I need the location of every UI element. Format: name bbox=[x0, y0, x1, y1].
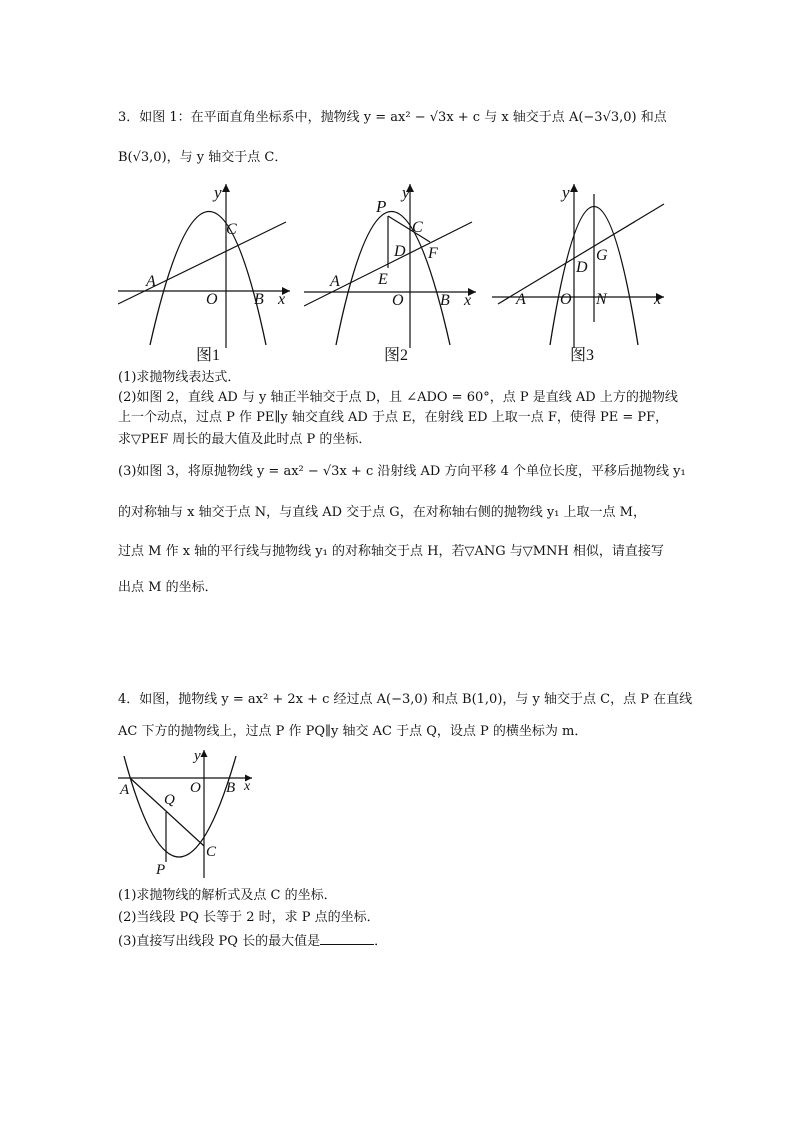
problem4-q3-end: ． bbox=[374, 934, 388, 949]
fig1-label-B: B bbox=[254, 291, 264, 308]
fig2-label-O: O bbox=[392, 292, 404, 309]
problem3-q3-line4: 出点 M 的坐标． bbox=[118, 580, 218, 595]
problem4-q3 bbox=[118, 932, 387, 950]
fig2-label-C: C bbox=[412, 219, 423, 236]
problem3-q2-line2: 上一个动点，过点 P 作 PE∥y 轴交直线 AD 于点 E，在射线 ED 上取一点 F，使得 PE = PF， bbox=[118, 410, 669, 425]
fig3-label-N: N bbox=[596, 291, 607, 308]
p4-label-O: O bbox=[190, 780, 201, 796]
problem4-statement-line1: 4．如图，抛物线 y = ax² + 2x + c 经过点 A(−3,0) 和点 B(1,0)，与 y 轴交于点 C，点 P 在直线 bbox=[118, 692, 693, 707]
figure-3-caption: 图3 bbox=[570, 347, 595, 364]
problem3-q2-line3: 求▽PEF 周长的最大值及此时点 P 的坐标． bbox=[118, 432, 372, 447]
fig2-label-D: D bbox=[394, 243, 406, 260]
fig1-label-O: O bbox=[206, 291, 218, 308]
p4-label-y: y bbox=[194, 748, 201, 764]
figure-2-caption: 图2 bbox=[384, 347, 409, 364]
fig3-label-x: x bbox=[654, 291, 662, 308]
fig3-label-D: D bbox=[576, 259, 588, 276]
p4-label-x: x bbox=[244, 779, 251, 794]
fig3-label-y: y bbox=[562, 183, 570, 202]
p4-label-B: B bbox=[226, 780, 236, 796]
fig3-label-A: A bbox=[516, 291, 526, 308]
p4-label-C: C bbox=[206, 844, 217, 860]
problem3-statement-line1: 3．如图 1：在平面直角坐标系中，抛物线 y = ax² − √3x + c 与 x 轴交于点 A(−3√3,0) 和点 bbox=[118, 110, 667, 125]
fig2-label-A: A bbox=[330, 273, 340, 290]
figure-3 bbox=[492, 180, 668, 350]
figure-1-caption: 图1 bbox=[196, 347, 221, 364]
fig1-label-A: A bbox=[146, 273, 156, 290]
problem4-q3-text: (3)直接写出线段 PQ 长的最大值是 bbox=[118, 934, 321, 949]
figure-2 bbox=[304, 180, 480, 350]
fig3-label-O: O bbox=[560, 291, 572, 308]
p4-label-Q: Q bbox=[164, 792, 175, 808]
fig2-label-F: F bbox=[428, 245, 438, 262]
problem3-q3-line2: 的对称轴与 x 轴交于点 N，与直线 AD 交于点 G，在对称轴右侧的抛物线 y₁ 上取一点 M， bbox=[118, 505, 646, 520]
fig1-label-x: x bbox=[278, 291, 286, 308]
problem4-statement-line2: AC 下方的抛物线上，过点 P 作 PQ∥y 轴交 AC 于点 Q，设点 P 的横坐标为 m． bbox=[118, 724, 588, 739]
fig2-label-B: B bbox=[440, 292, 450, 309]
fig3-label-G: G bbox=[596, 247, 608, 264]
p4-label-P: P bbox=[156, 862, 166, 878]
fig2-label-P: P bbox=[376, 197, 387, 216]
problem3-q1: (1)求抛物线表达式． bbox=[118, 370, 241, 385]
fig2-label-E: E bbox=[378, 271, 388, 288]
figure-problem4 bbox=[118, 746, 258, 882]
problem3-q3-line1: (3)如图 3，将原抛物线 y = ax² − √3x + c 沿射线 AD 方向平移 4 个单位长度，平移后抛物线 y₁ bbox=[118, 464, 686, 479]
figure-1 bbox=[118, 180, 294, 350]
problem4-q2: (2)当线段 PQ 长等于 2 时，求 P 点的坐标． bbox=[118, 910, 380, 925]
fig2-label-y: y bbox=[402, 183, 410, 202]
fig1-label-y: y bbox=[214, 183, 222, 202]
problem3-q3-line3: 过点 M 作 x 轴的平行线与抛物线 y₁ 的对称轴交于点 H，若▽ANG 与▽MNH 相似，请直接写 bbox=[118, 544, 664, 559]
p4-label-A: A bbox=[120, 782, 130, 798]
fig2-label-x: x bbox=[464, 292, 472, 309]
fig1-label-C: C bbox=[226, 221, 237, 238]
problem4-q1: (1)求抛物线的解析式及点 C 的坐标． bbox=[118, 888, 337, 903]
problem3-statement-line2: B(√3,0)，与 y 轴交于点 C． bbox=[118, 150, 288, 165]
answer-blank[interactable] bbox=[320, 932, 374, 945]
problem3-q2-line1: (2)如图 2，直线 AD 与 y 轴正半轴交于点 D，且 ∠ADO = 60°，点 P 是直线 AD 上方的抛物线 bbox=[118, 390, 678, 405]
